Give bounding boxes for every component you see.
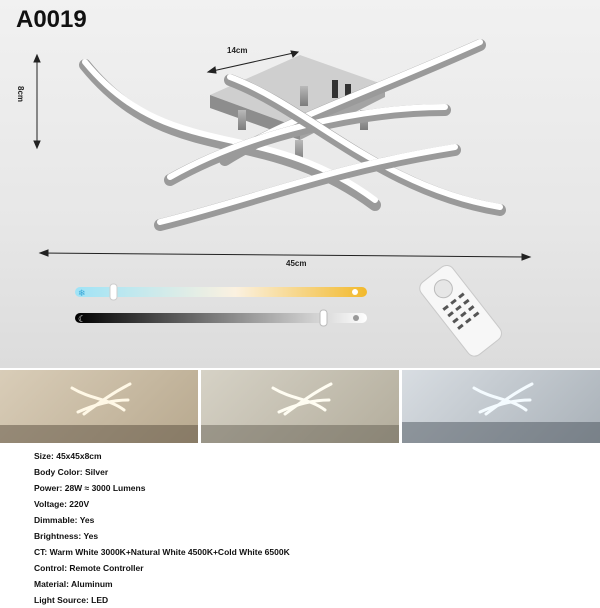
- room-photo-strip: [0, 370, 600, 443]
- width-dimension-label: 14cm: [227, 46, 248, 55]
- moon-icon: ☾: [78, 314, 87, 324]
- spec-power: Power: 28W ≈ 3000 Lumens: [34, 483, 146, 493]
- remote-control-icon: [417, 262, 505, 359]
- spec-list: [34, 448, 594, 608]
- sun-icon: [352, 289, 358, 295]
- natural-light-room-photo: [201, 370, 399, 443]
- spec-size: Size: 45x45x8cm: [34, 451, 102, 461]
- height-dimension-label: 8cm: [16, 86, 25, 103]
- cold-light-room-photo: [402, 370, 600, 443]
- spec-body-color: Body Color: Silver: [34, 467, 109, 477]
- spec-material: Material: Aluminum: [34, 579, 113, 589]
- spec-color-temperature: CT: Warm White 3000K+Natural White 4500K+Cold White 6500K: [34, 547, 290, 557]
- spec-voltage: Voltage: 220V: [34, 499, 90, 509]
- spec-light-source: Light Source: LED: [34, 595, 109, 605]
- spec-control: Control: Remote Controller: [34, 563, 144, 573]
- snowflake-icon: ❄: [78, 288, 86, 298]
- product-code: A0019: [16, 6, 87, 33]
- spec-brightness: Brightness: Yes: [34, 531, 99, 541]
- light-icon: [353, 315, 359, 321]
- length-dimension-label: 45cm: [286, 259, 307, 268]
- spec-dimmable: Dimmable: Yes: [34, 515, 95, 525]
- color-temperature-bar: [75, 287, 367, 297]
- warm-light-room-photo: [0, 370, 198, 443]
